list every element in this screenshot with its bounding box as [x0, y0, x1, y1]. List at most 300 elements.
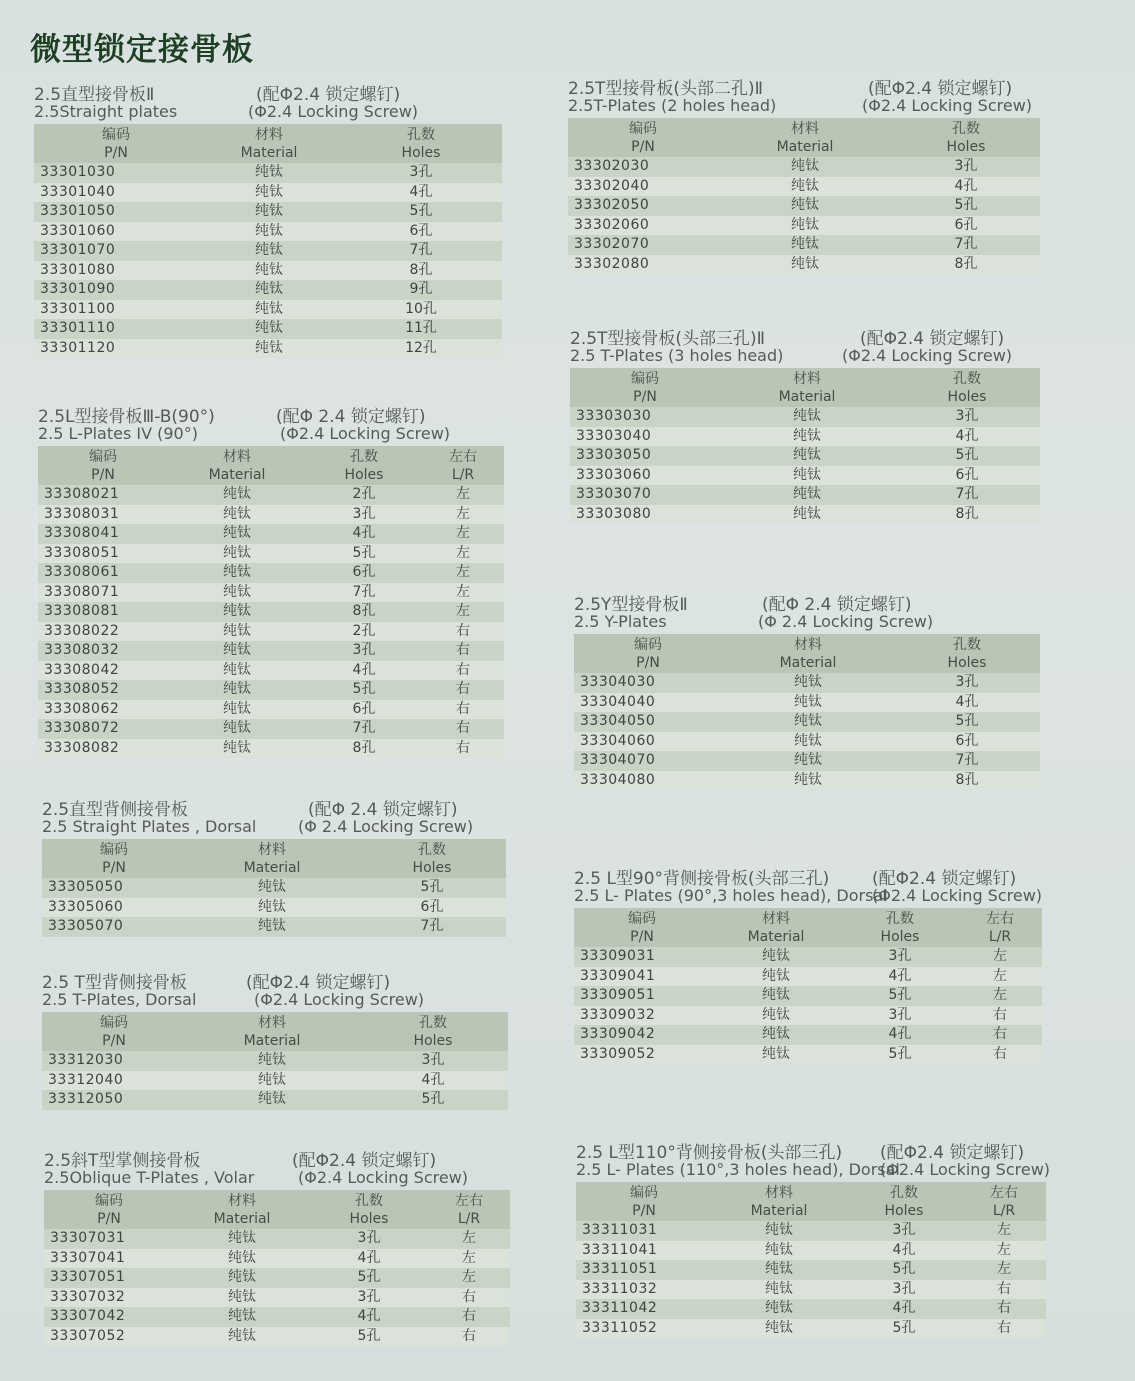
cell-material: 纯钛 — [223, 525, 251, 541]
header-material — [198, 124, 340, 163]
cell-material: 纯钛 — [223, 505, 251, 522]
cell-holes: 7孔 — [420, 918, 444, 934]
cell-holes: 7孔 — [955, 752, 979, 768]
cell-material: 纯钛 — [765, 1261, 793, 1277]
cell-pn: 33309051 — [580, 987, 656, 1003]
cell-holes: 5孔 — [888, 987, 912, 1003]
table-row — [44, 1288, 510, 1308]
header-material — [186, 839, 358, 878]
cell-material: 纯钛 — [793, 466, 821, 483]
cell-pn: 33312040 — [48, 1071, 124, 1088]
table-row — [34, 163, 502, 183]
screw-note-cn: (配Φ2.4 锁定螺钉) — [880, 1143, 1025, 1163]
cell-material: 纯钛 — [791, 158, 819, 174]
cell-material: 纯钛 — [228, 1269, 256, 1285]
cell-pn: 33303080 — [576, 505, 652, 522]
header-holes — [842, 908, 958, 947]
cell-material: 纯钛 — [223, 564, 251, 580]
header-label-cn: 孔数 — [952, 121, 980, 137]
header-label-cn: 材料 — [794, 637, 822, 653]
section-title-en: 2.5 T-Plates, Dorsal — [42, 990, 197, 1009]
cell-pn: 33302040 — [574, 177, 650, 194]
cell-lr: 右 — [456, 681, 470, 697]
header-holes — [306, 446, 422, 485]
cell-holes: 8孔 — [352, 739, 376, 756]
screw-note-cn: (配Φ2.4 锁定螺钉) — [860, 329, 1005, 349]
cell-holes: 4孔 — [409, 183, 433, 200]
cell-lr: 左 — [462, 1230, 476, 1246]
cell-holes: 3孔 — [421, 1052, 445, 1068]
cell-lr: 右 — [456, 642, 470, 658]
screw-note-cn: (配Φ2.4 锁定螺钉) — [868, 79, 1013, 99]
header-material — [174, 1190, 310, 1229]
cell-lr: 右 — [462, 1308, 476, 1324]
cell-material: 纯钛 — [793, 505, 821, 522]
header-material — [722, 634, 894, 673]
cell-holes: 8孔 — [409, 261, 433, 278]
cell-holes: 10孔 — [405, 300, 437, 317]
table-row — [574, 986, 1042, 1006]
table-row — [568, 157, 1040, 177]
header-holes — [894, 634, 1040, 673]
section-l-plates-90-dorsal — [574, 864, 1042, 1064]
table-row — [42, 1071, 508, 1091]
header-label-en: L/R — [988, 929, 1012, 945]
header-label-en: P/N — [636, 655, 660, 671]
header-pn — [44, 1190, 174, 1229]
cell-holes: 5孔 — [955, 447, 979, 463]
cell-material: 纯钛 — [223, 583, 251, 600]
cell-lr: 左 — [456, 525, 470, 541]
cell-material: 纯钛 — [793, 427, 821, 444]
header-pn — [574, 908, 710, 947]
header-lr — [422, 446, 504, 485]
section-title-cn: 2.5 T型背侧接骨板 — [42, 973, 187, 993]
header-lr — [962, 1182, 1046, 1221]
cell-holes: 5孔 — [357, 1269, 381, 1285]
cell-holes: 5孔 — [357, 1327, 381, 1344]
table-row — [568, 255, 1040, 275]
cell-lr: 右 — [993, 1006, 1007, 1023]
cell-material: 纯钛 — [258, 918, 286, 934]
cell-holes: 12孔 — [405, 339, 437, 356]
table-row — [568, 235, 1040, 255]
header-label-en: Holes — [947, 655, 987, 671]
cell-pn: 33308032 — [44, 642, 120, 658]
table-row — [44, 1229, 510, 1249]
header-label-en: Material — [747, 929, 805, 945]
cell-pn: 33309052 — [580, 1045, 656, 1062]
cell-material: 纯钛 — [255, 222, 283, 239]
cell-holes: 4孔 — [955, 693, 979, 710]
cell-pn: 33301070 — [40, 242, 116, 258]
cell-lr: 右 — [456, 622, 470, 639]
header-label-en: P/N — [91, 467, 115, 483]
table-row — [574, 771, 1040, 791]
table-row — [34, 202, 502, 222]
screw-note-en: (Φ2.4 Locking Screw) — [280, 424, 451, 443]
table-row — [44, 1307, 510, 1327]
header-label-cn: 编码 — [630, 1185, 658, 1201]
section-title-en: 2.5 L- Plates (90°,3 holes head), Dorsal — [574, 886, 888, 905]
cell-holes: 6孔 — [954, 216, 978, 233]
cell-material: 纯钛 — [765, 1319, 793, 1336]
table-row — [574, 751, 1040, 771]
cell-pn: 33312050 — [48, 1091, 124, 1107]
product-table — [42, 839, 506, 937]
cell-lr: 左 — [456, 486, 470, 502]
header-label-cn: 编码 — [629, 121, 657, 137]
cell-holes: 5孔 — [409, 203, 433, 219]
section-title-en: 2.5 L-Plates IV (90°) — [38, 424, 198, 443]
header-label-cn: 材料 — [258, 1015, 286, 1031]
cell-pn: 33303050 — [576, 447, 652, 463]
cell-pn: 33312030 — [48, 1052, 124, 1068]
cell-holes: 5孔 — [955, 713, 979, 729]
cell-holes: 8孔 — [954, 255, 978, 272]
cell-pn: 33311052 — [582, 1319, 658, 1336]
cell-lr: 左 — [456, 564, 470, 580]
table-row — [34, 339, 502, 359]
header-label-cn: 材料 — [762, 911, 790, 927]
header-label-cn: 孔数 — [886, 911, 914, 927]
cell-holes: 7孔 — [352, 583, 376, 600]
table-row — [38, 602, 504, 622]
header-label-cn: 左右 — [990, 1185, 1018, 1201]
cell-holes: 5孔 — [420, 879, 444, 895]
header-label-en: Material — [750, 1203, 808, 1219]
cell-material: 纯钛 — [258, 1052, 286, 1068]
header-label-en: P/N — [104, 145, 128, 161]
cell-pn: 33308062 — [44, 700, 120, 717]
cell-material: 纯钛 — [791, 177, 819, 194]
cell-material: 纯钛 — [255, 242, 283, 258]
table-row — [568, 177, 1040, 197]
header-holes — [358, 1012, 508, 1051]
cell-pn: 33301120 — [40, 339, 116, 356]
cell-lr: 左 — [456, 583, 470, 600]
cell-holes: 2孔 — [352, 622, 376, 639]
cell-lr: 右 — [456, 739, 470, 756]
cell-pn: 33308052 — [44, 681, 120, 697]
screw-note-cn: (配Φ 2.4 锁定螺钉) — [762, 595, 912, 615]
table-row — [38, 524, 504, 544]
section-y-plates — [574, 590, 1040, 790]
cell-pn: 33302070 — [574, 236, 650, 252]
table-row — [574, 1025, 1042, 1045]
cell-pn: 33301080 — [40, 261, 116, 278]
cell-material: 纯钛 — [762, 987, 790, 1003]
header-label-en: Holes — [401, 145, 441, 161]
header-label-en: Material — [776, 139, 834, 155]
cell-pn: 33303030 — [576, 408, 652, 424]
cell-material: 纯钛 — [223, 642, 251, 658]
cell-material: 纯钛 — [762, 967, 790, 984]
header-label-en: Material — [240, 145, 298, 161]
cell-holes: 8孔 — [955, 771, 979, 788]
cell-lr: 左 — [993, 967, 1007, 984]
cell-material: 纯钛 — [794, 771, 822, 788]
cell-material: 纯钛 — [794, 713, 822, 729]
cell-material: 纯钛 — [223, 622, 251, 639]
cell-pn: 33307032 — [50, 1288, 126, 1305]
cell-material: 纯钛 — [223, 720, 251, 736]
cell-pn: 33311031 — [582, 1222, 658, 1238]
table-row — [42, 1090, 508, 1110]
table-row — [34, 280, 502, 300]
section-title-cn: 2.5 L型90°背侧接骨板(头部三孔) — [574, 869, 830, 889]
section-oblique-t-volar — [44, 1146, 510, 1346]
cell-holes: 3孔 — [955, 674, 979, 690]
cell-material: 纯钛 — [765, 1241, 793, 1258]
table-row — [568, 196, 1040, 216]
section-straight-plates — [34, 80, 502, 358]
product-table — [34, 124, 502, 358]
table-row — [42, 898, 506, 918]
cell-holes: 9孔 — [409, 281, 433, 297]
header-label-cn: 孔数 — [890, 1185, 918, 1201]
cell-material: 纯钛 — [223, 486, 251, 502]
header-label-en: P/N — [102, 860, 126, 876]
cell-material: 纯钛 — [228, 1327, 256, 1344]
screw-note-en: (Φ2.4 Locking Screw) — [298, 1168, 469, 1187]
header-lr — [958, 908, 1042, 947]
screw-note-en: (Φ2.4 Locking Screw) — [872, 886, 1043, 905]
header-pn — [38, 446, 168, 485]
cell-material: 纯钛 — [762, 1006, 790, 1023]
table-row — [34, 261, 502, 281]
header-label-cn: 孔数 — [407, 127, 435, 143]
table-row — [42, 878, 506, 898]
cell-holes: 3孔 — [888, 1006, 912, 1023]
cell-material: 纯钛 — [258, 1091, 286, 1107]
cell-holes: 6孔 — [352, 564, 376, 580]
cell-lr: 左 — [462, 1269, 476, 1285]
table-row — [574, 1045, 1042, 1065]
header-label-cn: 编码 — [100, 842, 128, 858]
table-row — [574, 947, 1042, 967]
cell-holes: 5孔 — [352, 544, 376, 561]
cell-pn: 33301030 — [40, 164, 116, 180]
header-pn — [570, 368, 720, 407]
screw-note-cn: (配Φ2.4 锁定螺钉) — [292, 1151, 437, 1171]
section-title-en: 2.5 Y-Plates — [574, 612, 667, 631]
table-row — [38, 739, 504, 759]
cell-material: 纯钛 — [228, 1249, 256, 1266]
section-t-plates-2-holes — [568, 74, 1040, 274]
cell-holes: 3孔 — [892, 1222, 916, 1238]
header-pn — [42, 839, 186, 878]
cell-pn: 33303060 — [576, 466, 652, 483]
cell-holes: 3孔 — [357, 1288, 381, 1305]
cell-material: 纯钛 — [255, 320, 283, 336]
table-row — [44, 1327, 510, 1347]
cell-material: 纯钛 — [791, 197, 819, 213]
cell-holes: 7孔 — [954, 236, 978, 252]
cell-holes: 6孔 — [955, 732, 979, 749]
cell-material: 纯钛 — [228, 1230, 256, 1246]
cell-pn: 33302060 — [574, 216, 650, 233]
header-label-en: Material — [779, 655, 837, 671]
header-holes — [894, 368, 1040, 407]
cell-lr: 右 — [993, 1045, 1007, 1062]
table-row — [38, 583, 504, 603]
header-label-en: Holes — [946, 139, 986, 155]
screw-note-en: (Φ2.4 Locking Screw) — [862, 96, 1033, 115]
header-label-en: Material — [243, 1033, 301, 1049]
cell-holes: 4孔 — [888, 967, 912, 984]
header-label-cn: 孔数 — [953, 637, 981, 653]
cell-holes: 3孔 — [954, 158, 978, 174]
header-material — [712, 1182, 846, 1221]
cell-pn: 33303040 — [576, 427, 652, 444]
cell-holes: 7孔 — [409, 242, 433, 258]
table-row — [576, 1280, 1046, 1300]
cell-material: 纯钛 — [794, 693, 822, 710]
cell-holes: 11孔 — [405, 320, 437, 336]
cell-lr: 右 — [456, 700, 470, 717]
cell-material: 纯钛 — [765, 1300, 793, 1316]
table-row — [574, 673, 1040, 693]
cell-pn: 33304070 — [580, 752, 656, 768]
cell-material: 纯钛 — [791, 216, 819, 233]
table-row — [42, 1051, 508, 1071]
cell-pn: 33311051 — [582, 1261, 658, 1277]
cell-pn: 33304050 — [580, 713, 656, 729]
screw-note-en: (Φ2.4 Locking Screw) — [254, 990, 425, 1009]
header-label-en: L/R — [457, 1211, 481, 1227]
cell-pn: 33302050 — [574, 197, 650, 213]
cell-material: 纯钛 — [258, 898, 286, 915]
cell-lr: 右 — [462, 1288, 476, 1305]
cell-material: 纯钛 — [793, 408, 821, 424]
cell-holes: 5孔 — [892, 1261, 916, 1277]
section-title-en: 2.5 Straight Plates , Dorsal — [42, 817, 257, 836]
table-row — [34, 300, 502, 320]
cell-holes: 4孔 — [357, 1308, 381, 1324]
cell-pn: 33301050 — [40, 203, 116, 219]
cell-pn: 33308082 — [44, 739, 120, 756]
section-title-cn: 2.5T型接骨板(头部三孔)Ⅱ — [570, 329, 766, 349]
header-label-en: Material — [778, 389, 836, 405]
cell-pn: 33308072 — [44, 720, 120, 736]
header-label-en: Holes — [344, 467, 384, 483]
header-label-cn: 编码 — [628, 911, 656, 927]
header-label-en: Holes — [884, 1203, 924, 1219]
header-label-en: P/N — [631, 139, 655, 155]
cell-lr: 右 — [997, 1319, 1011, 1336]
cell-pn: 33309032 — [580, 1006, 656, 1023]
cell-holes: 3孔 — [955, 408, 979, 424]
header-lr — [428, 1190, 510, 1229]
header-label-en: P/N — [102, 1033, 126, 1049]
cell-pn: 33301090 — [40, 281, 116, 297]
section-title-en: 2.5 T-Plates (3 holes head) — [570, 346, 784, 365]
cell-holes: 4孔 — [352, 661, 376, 678]
cell-material: 纯钛 — [255, 281, 283, 297]
cell-pn: 33308041 — [44, 525, 120, 541]
cell-material: 纯钛 — [762, 1026, 790, 1042]
header-pn — [568, 118, 718, 157]
cell-material: 纯钛 — [794, 732, 822, 749]
screw-note-en: (Φ 2.4 Locking Screw) — [298, 817, 474, 836]
screw-note-cn: (配Φ 2.4 锁定螺钉) — [276, 407, 426, 427]
header-material — [710, 908, 842, 947]
table-row — [570, 407, 1040, 427]
cell-material: 纯钛 — [255, 164, 283, 180]
product-table — [568, 118, 1040, 274]
header-label-cn: 编码 — [102, 127, 130, 143]
header-label-cn: 材料 — [255, 127, 283, 143]
cell-material: 纯钛 — [255, 300, 283, 317]
cell-pn: 33308051 — [44, 544, 120, 561]
cell-pn: 33305050 — [48, 879, 124, 895]
table-row — [34, 241, 502, 261]
cell-material: 纯钛 — [765, 1280, 793, 1297]
cell-holes: 6孔 — [420, 898, 444, 915]
header-holes — [892, 118, 1040, 157]
screw-note-en: (Φ2.4 Locking Screw) — [880, 1160, 1051, 1179]
table-row — [34, 222, 502, 242]
screw-note-en: (Φ2.4 Locking Screw) — [248, 102, 419, 121]
product-table — [570, 368, 1040, 524]
cell-material: 纯钛 — [794, 674, 822, 690]
cell-lr: 右 — [993, 1026, 1007, 1042]
table-row — [34, 183, 502, 203]
table-row — [38, 563, 504, 583]
table-row — [574, 967, 1042, 987]
cell-material: 纯钛 — [223, 661, 251, 678]
cell-material: 纯钛 — [228, 1308, 256, 1324]
cell-material: 纯钛 — [223, 603, 251, 619]
table-row — [38, 485, 504, 505]
cell-pn: 33311041 — [582, 1241, 658, 1258]
cell-pn: 33302030 — [574, 158, 650, 174]
cell-holes: 6孔 — [955, 466, 979, 483]
cell-lr: 左 — [993, 987, 1007, 1003]
cell-material: 纯钛 — [223, 700, 251, 717]
table-row — [576, 1319, 1046, 1339]
section-title-cn: 2.5斜T型掌侧接骨板 — [44, 1151, 201, 1171]
header-material — [720, 368, 894, 407]
table-row — [42, 917, 506, 937]
product-table — [576, 1182, 1046, 1338]
cell-material: 纯钛 — [762, 948, 790, 964]
cell-lr: 右 — [462, 1327, 476, 1344]
cell-lr: 右 — [997, 1300, 1011, 1316]
header-label-cn: 左右 — [986, 911, 1014, 927]
table-row — [44, 1268, 510, 1288]
cell-material: 纯钛 — [791, 236, 819, 252]
section-title-en: 2.5Straight plates — [34, 102, 178, 121]
cell-pn: 33308042 — [44, 661, 120, 678]
cell-holes: 5孔 — [421, 1091, 445, 1107]
cell-lr: 左 — [456, 544, 470, 561]
cell-pn: 33309031 — [580, 948, 656, 964]
cell-pn: 33304040 — [580, 693, 656, 710]
cell-pn: 33301060 — [40, 222, 116, 239]
header-label-en: Holes — [412, 860, 452, 876]
header-label-en: P/N — [633, 389, 657, 405]
cell-pn: 33311032 — [582, 1280, 658, 1297]
screw-note-cn: (配Φ2.4 锁定螺钉) — [246, 973, 391, 993]
table-row — [576, 1221, 1046, 1241]
table-row — [574, 712, 1040, 732]
table-row — [38, 622, 504, 642]
cell-holes: 4孔 — [892, 1300, 916, 1316]
header-pn — [42, 1012, 186, 1051]
header-label-cn: 孔数 — [350, 449, 378, 465]
